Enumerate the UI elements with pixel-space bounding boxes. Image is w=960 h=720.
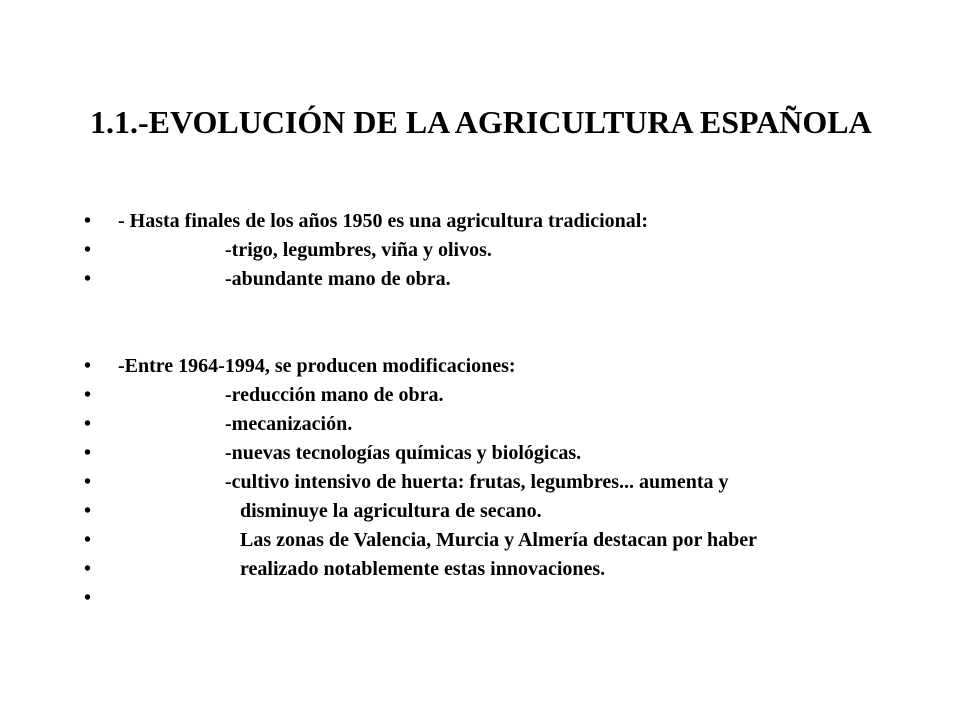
bullet-text: -mecanización. — [225, 413, 353, 435]
bullet-text: disminuye la agricultura de secano. — [240, 500, 542, 522]
bullet-item — [84, 207, 924, 236]
bullet-item — [84, 555, 924, 584]
bullet-dot-icon: • — [84, 210, 92, 232]
bullet-text: -Entre 1964-1994, se producen modificaciones: — [118, 355, 516, 377]
bullet-item — [84, 526, 924, 555]
bullet-text: -cultivo intensivo de huerta: frutas, legumbres... aumenta y — [225, 471, 729, 493]
bullet-item — [84, 439, 924, 468]
bullet-text: Las zonas de Valencia, Murcia y Almería destacan por haber — [240, 529, 758, 551]
bullet-item — [84, 497, 924, 526]
bullet-text: - Hasta finales de los años 1950 es una agricultura tradicional: — [118, 210, 649, 232]
bullet-dot-icon: • — [84, 500, 92, 522]
bullet-text: -reducción mano de obra. — [225, 384, 444, 406]
bullet-item — [84, 265, 924, 294]
bullet-item — [84, 352, 924, 381]
bullet-text: realizado notablemente estas innovaciones. — [240, 558, 606, 580]
bullet-item — [84, 410, 924, 439]
bullet-item — [84, 584, 924, 613]
bullet-dot-icon: • — [84, 268, 92, 290]
bullet-text: -trigo, legumbres, viña y olivos. — [225, 239, 492, 261]
bullet-dot-icon: • — [84, 558, 92, 580]
bullet-dot-icon: • — [84, 413, 92, 435]
slide-title: 1.1.-EVOLUCIÓN DE LA AGRICULTURA ESPAÑOLA — [90, 104, 872, 140]
bullet-dot-icon: • — [84, 587, 92, 609]
bullet-text: -nuevas tecnologías químicas y biológicas. — [225, 442, 582, 464]
bullet-dot-icon: • — [84, 471, 92, 493]
bullet-item — [84, 468, 924, 497]
bullet-dot-icon: • — [84, 442, 92, 464]
bullet-dot-icon: • — [84, 384, 92, 406]
bullet-item — [84, 381, 924, 410]
bullet-dot-icon: • — [84, 529, 92, 551]
bullet-list — [84, 207, 924, 613]
bullet-text: -abundante mano de obra. — [225, 268, 451, 290]
bullet-dot-icon: • — [84, 355, 92, 377]
bullet-dot-icon: • — [84, 239, 92, 261]
bullet-item — [84, 236, 924, 265]
